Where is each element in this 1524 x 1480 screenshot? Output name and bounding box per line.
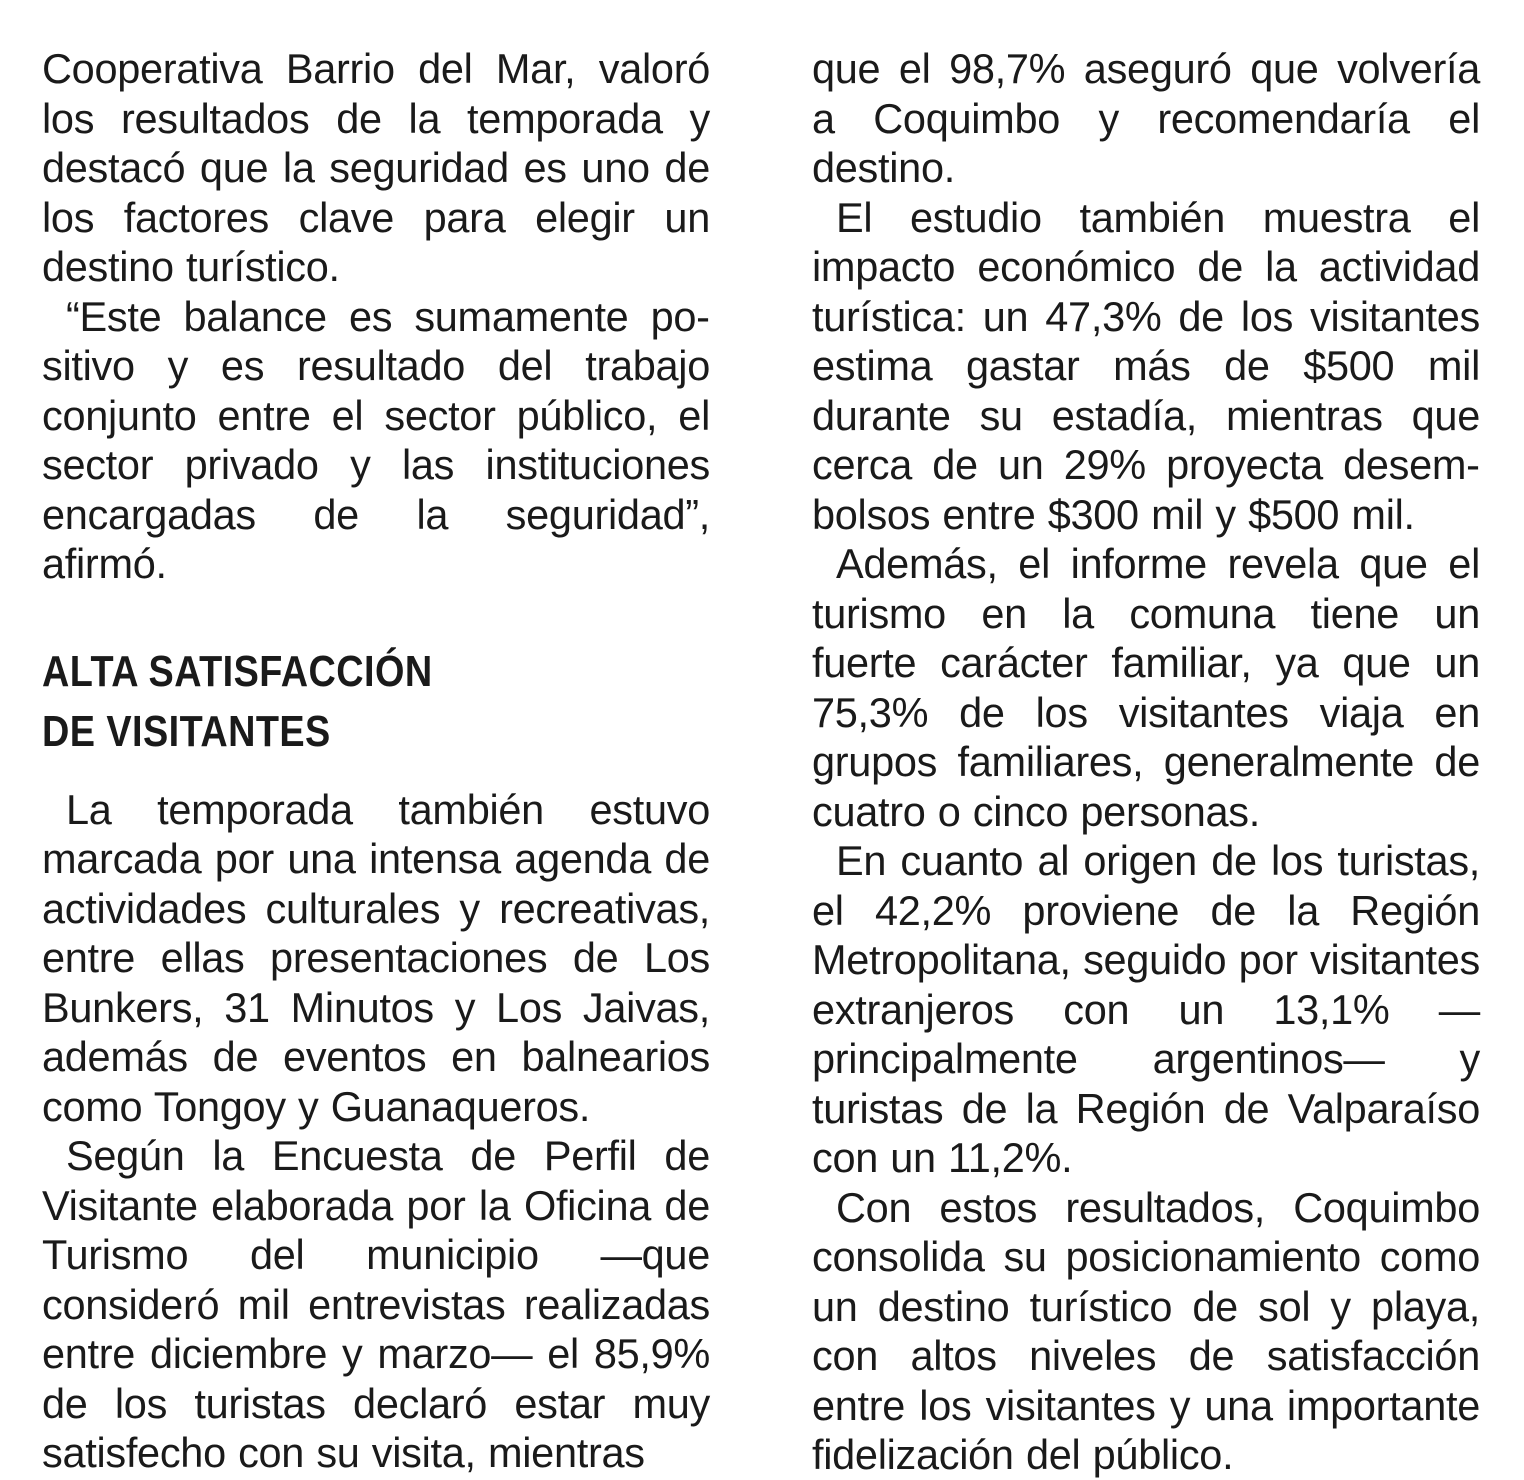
subheading-satisfaction — [42, 642, 708, 762]
paragraph-economic-impact: El estudio también muestra el impacto económico de la actividad turística: un 47,3% de los visitantes estima gastar más de $500 mil durante su estadía, mientras que cerca de un 29% proyecta desembolsos entre $300 mil y $500 mil. — [812, 193, 1480, 538]
paragraph-family-tourism: Además, el informe revela que el turismo en la comuna tiene un fuerte carácter familiar, ya que un 75,3% de los visitantes viaja en grupos familiares, generalmente de cuatro o cinco personas. — [812, 540, 1480, 835]
paragraph-survey-return: que el 98,7% aseguró que volvería a Coquimbo y recomendaría el destino. — [812, 45, 1480, 191]
subheading-line-1: ALTA SATISFACCIÓN — [42, 646, 433, 696]
paragraph-cooperativa-statement: Cooperativa Barrio del Mar, valoró los resultados de la temporada y destacó que la seguridad es uno de los factores clave para elegir un destino turístico. — [42, 45, 710, 290]
paragraph-cultural-agenda: La temporada también estuvo marcada por una intensa agenda de actividades culturales y recreativas, entre ellas presentaciones de Los Bunkers, 31 Minutos y Los Jaivas, además de eventos en balnearios como Tongoy y Guanaqueros. — [42, 785, 710, 1130]
subheading-line-2: DE VISITANTES — [42, 706, 331, 756]
paragraph-tourist-origin: En cuanto al origen de los turistas, el 42,2% proviene de la Región Metropolitana, seguido por visitantes extranjeros con un 13,1% —principalmente argentinos— y turistas de la Región de Valparaíso con un 11,2%. — [812, 837, 1480, 1181]
paragraph-conclusion: Con estos resultados, Coquimbo consolida su posicionamiento como un destino turístico de sol y playa, con altos niveles de satisfacción entre los visitantes y una importante fidelización del público. — [812, 1183, 1480, 1478]
paragraph-survey-intro: Según la Encuesta de Perfil de Visitante elaborada por la Oficina de Turismo del municipio —que consideró mil entrevistas realizadas entre diciembre y marzo— el 85,9% de los turistas declaró estar muy satisfecho con su visita, mientras — [42, 1132, 710, 1476]
article-column-right — [812, 44, 1480, 1480]
paragraph-balance-quote: “Este balance es sumamente positivo y es resultado del trabajo conjunto entre el sector público, el sector privado y las instituciones encargadas de la seguridad”, afirmó. — [42, 292, 710, 587]
article-column-left — [42, 44, 710, 1478]
